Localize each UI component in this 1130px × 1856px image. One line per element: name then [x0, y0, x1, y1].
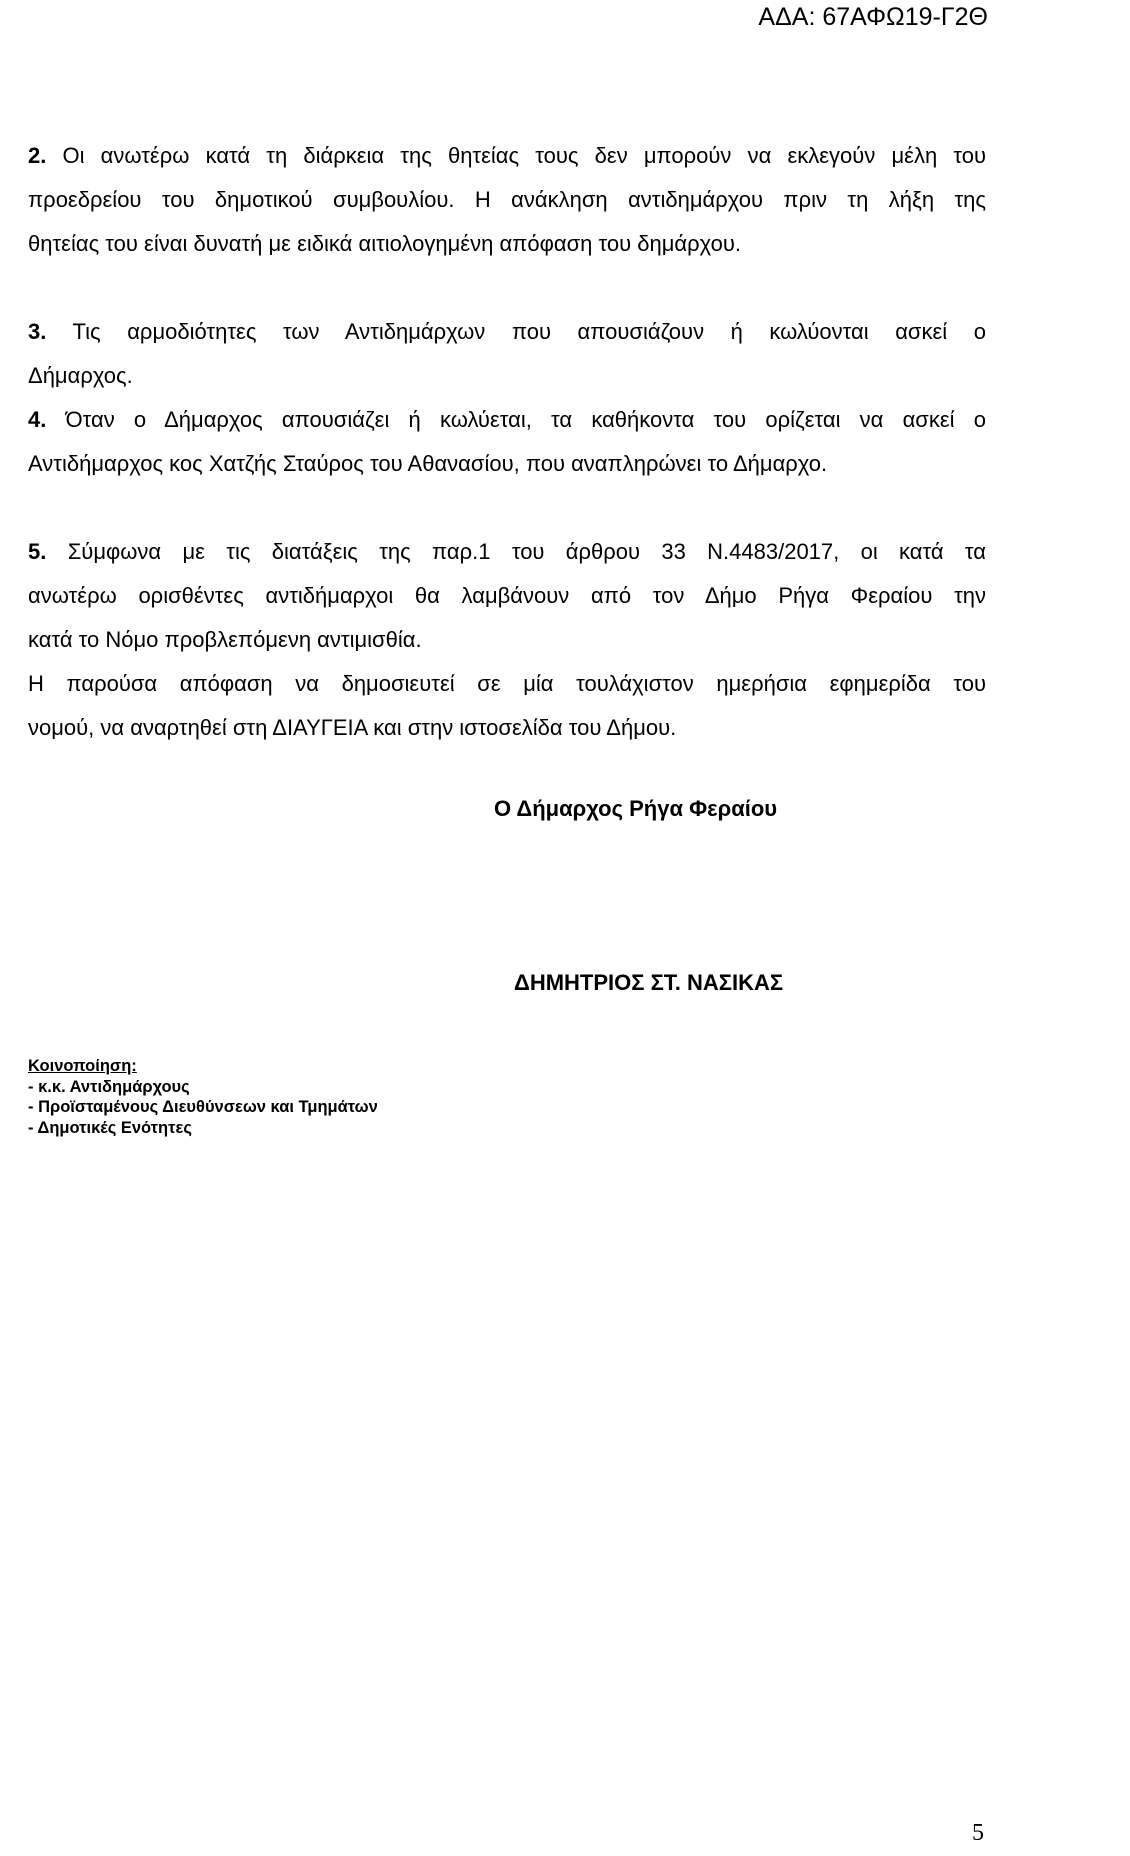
distribution-list	[28, 1056, 378, 1138]
text-line: Τις αρμοδιότητες των Αντιδημάρχων που απουσιάζουν ή κωλύονται ασκεί ο	[72, 319, 986, 344]
text-line: ανωτέρω ορισθέντες αντιδήμαρχοι θα λαμβάνουν από τον Δήμο Ρήγα Φεραίου την	[28, 583, 986, 608]
text-line: Όταν ο Δήμαρχος απουσιάζει ή κωλύεται, τα καθήκοντα του ορίζεται να ασκεί ο	[65, 407, 986, 432]
text-line: Οι ανωτέρω κατά τη διάρκεια της θητείας τους δεν μπορούν να εκλεγούν μέλη του	[62, 143, 986, 168]
paragraph-3	[28, 310, 986, 398]
distribution-item: - κ.κ. Αντιδημάρχους	[28, 1077, 190, 1096]
paragraph-4	[28, 398, 986, 486]
text-line: Δήμαρχος.	[28, 363, 133, 388]
text-line: κατά το Νόμο προβλεπόμενη αντιμισθία.	[28, 627, 422, 652]
distribution-item: - Προϊσταμένους Διευθύνσεων και Τμημάτων	[28, 1098, 378, 1116]
paragraph-number: 3.	[28, 319, 47, 344]
paragraph-5	[28, 530, 986, 750]
paragraph-number: 4.	[28, 407, 47, 432]
text-line: θητείας του είναι δυνατή με ειδικά αιτιολογημένη απόφαση του δημάρχου.	[28, 231, 741, 256]
page-number: 5	[972, 1820, 984, 1846]
text-line: νομού, να αναρτηθεί στη ΔΙΑΥΓΕΙΑ και στην ιστοσελίδα του Δήμου.	[28, 715, 677, 740]
ada-code: ΑΔΑ: 67ΑΦΩ19-Γ2Θ	[758, 3, 988, 31]
signature-name: ΔΗΜΗΤΡΙΟΣ ΣΤ. ΝΑΣΙΚΑΣ	[514, 970, 784, 995]
paragraph-2	[28, 134, 986, 266]
text-line: Αντιδήμαρχος κος Χατζής Σταύρος του Αθανασίου, που αναπληρώνει το Δήμαρχο.	[28, 451, 828, 476]
paragraph-number: 5.	[28, 539, 47, 564]
text-line: προεδρείου του δημοτικού συμβουλίου. Η ανάκληση αντιδημάρχου πριν τη λήξη της	[28, 187, 986, 212]
signature-title: Ο Δήμαρχος Ρήγα Φεραίου	[494, 796, 778, 821]
distribution-title: Κοινοποίηση:	[28, 1057, 137, 1075]
paragraph-number: 2.	[28, 143, 47, 168]
text-line: Η παρούσα απόφαση να δημοσιευτεί σε μία τουλάχιστον ημερήσια εφημερίδα του	[28, 671, 986, 696]
distribution-item: - Δημοτικές Ενότητες	[28, 1118, 192, 1137]
text-line: Σύμφωνα με τις διατάξεις της παρ.1 του άρθρου 33 Ν.4483/2017, οι κατά τα	[67, 539, 986, 564]
